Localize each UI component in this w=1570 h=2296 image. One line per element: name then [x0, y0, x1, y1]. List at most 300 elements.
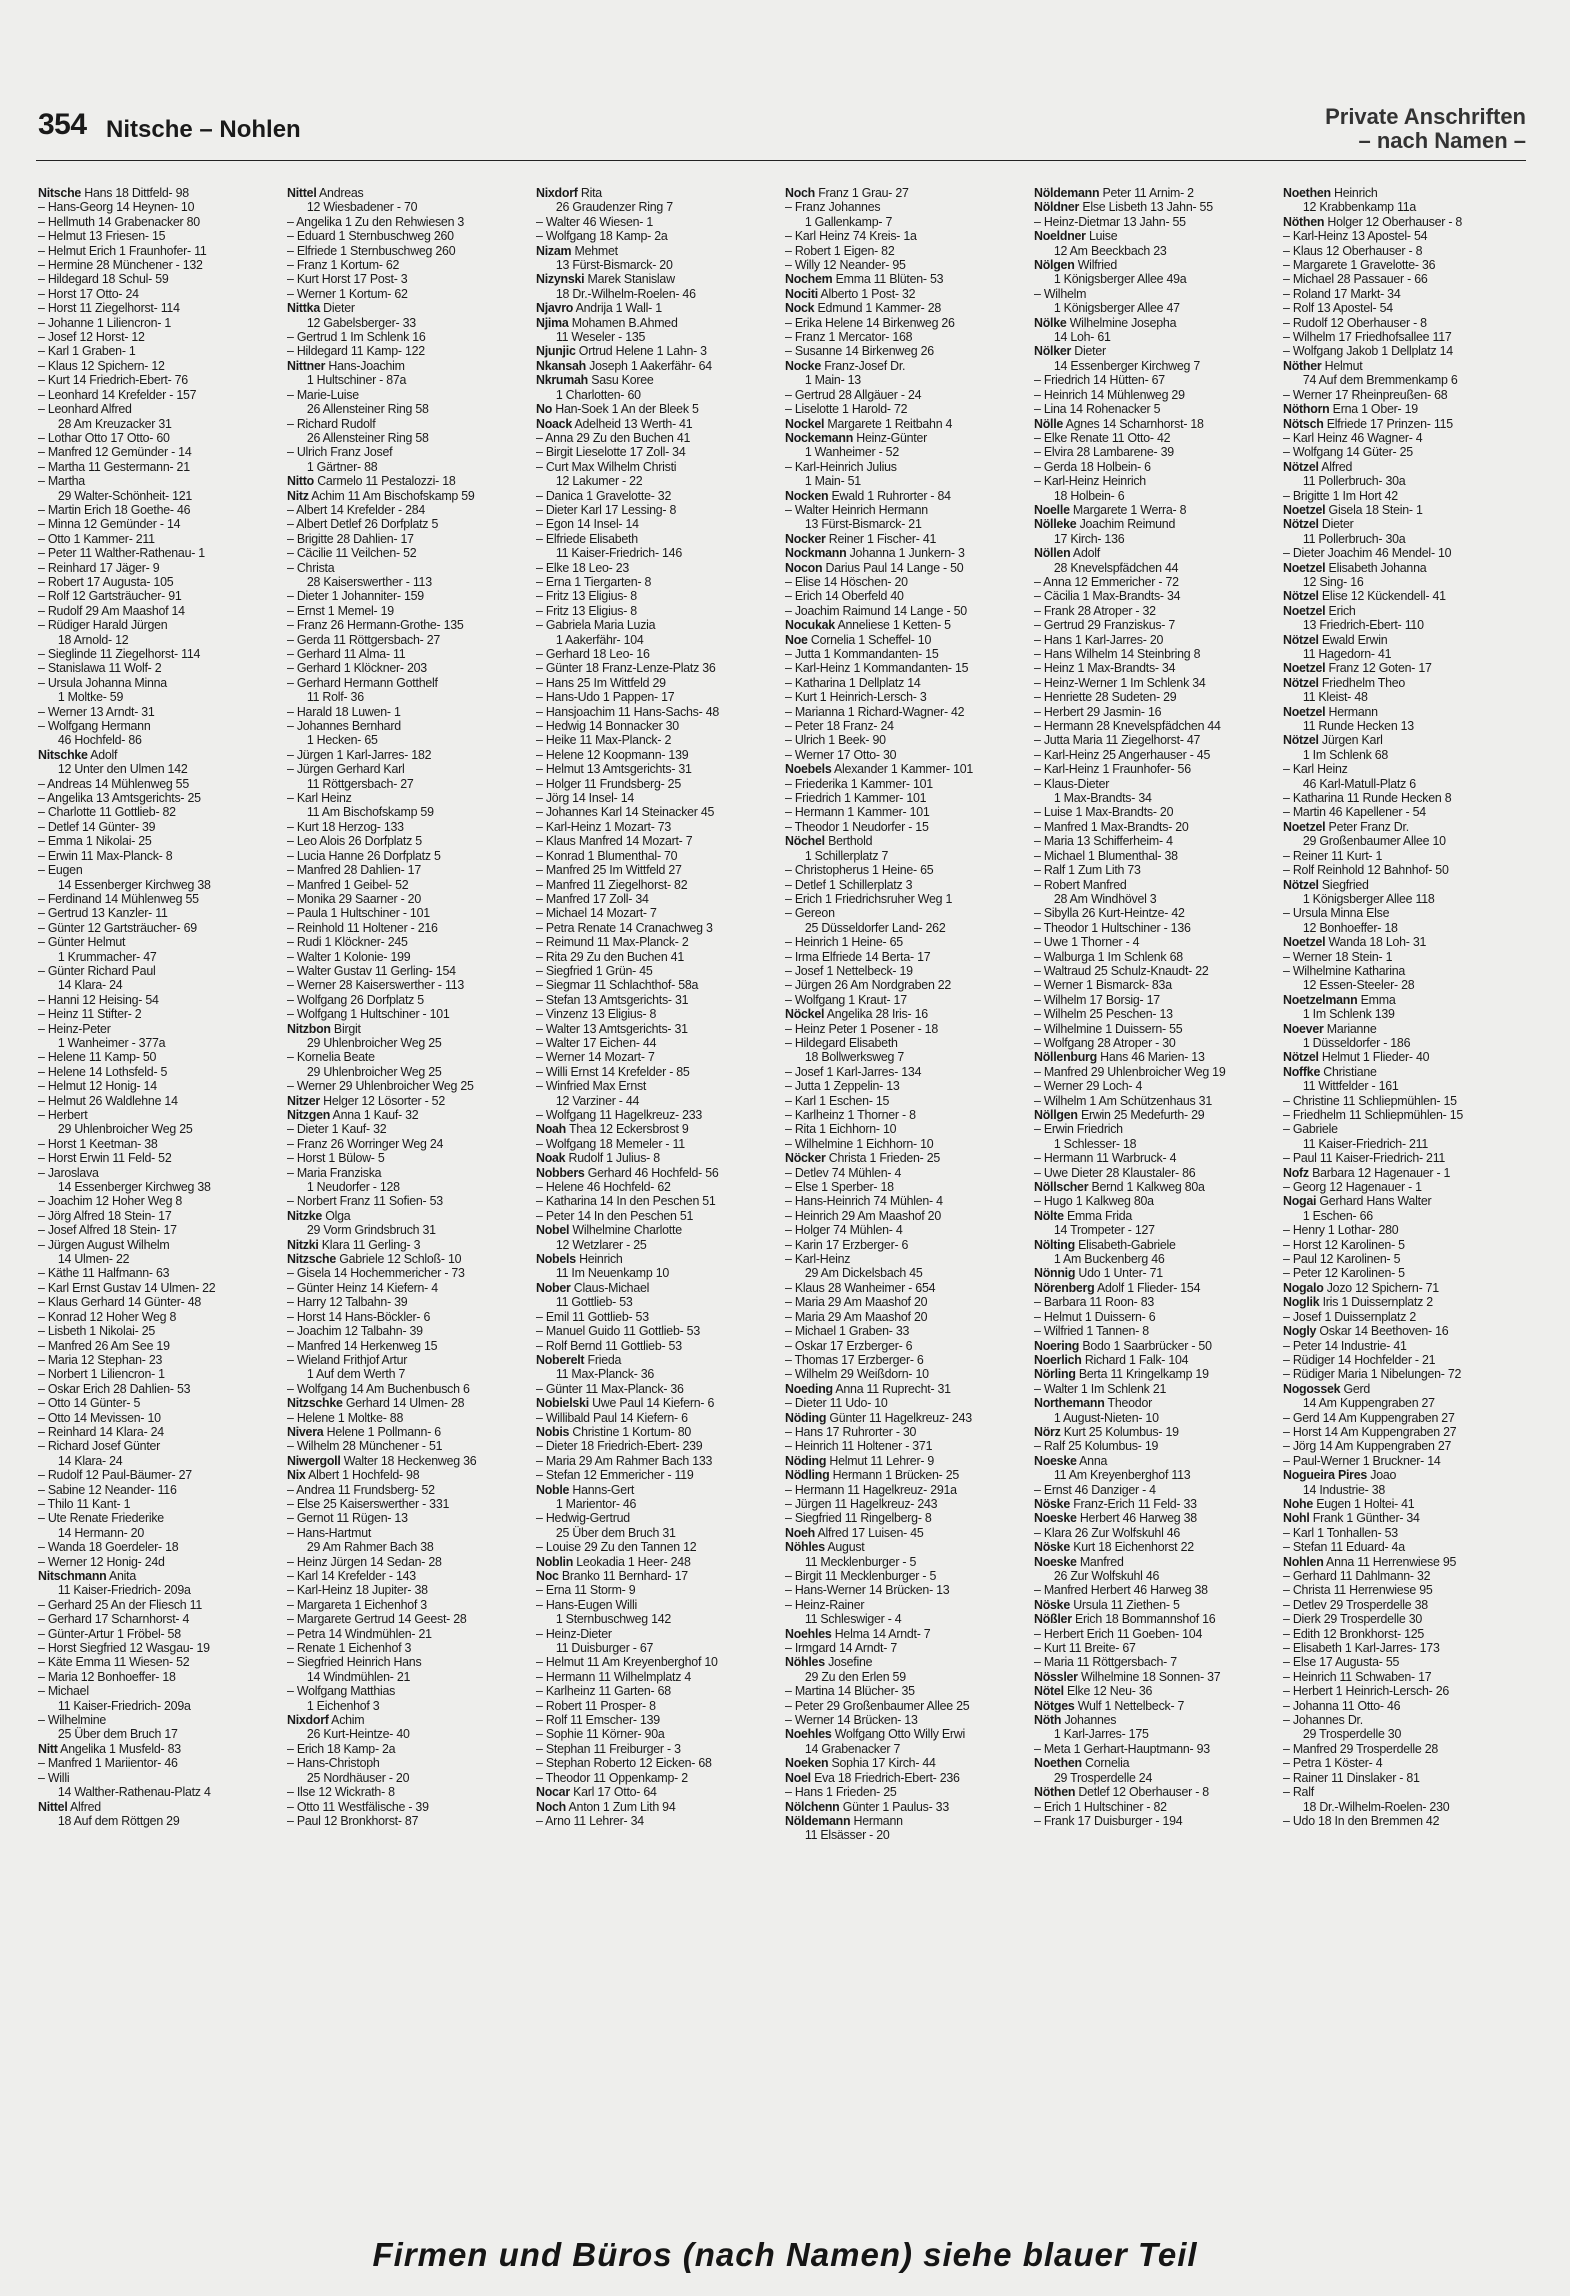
entry-text: Wilhelmine Josepha [1066, 315, 1177, 330]
directory-entry [536, 1598, 778, 1612]
surname: Nocukak [785, 618, 835, 633]
directory-entry-surname [785, 272, 1027, 286]
directory-entry [536, 474, 778, 488]
directory-entry [38, 1137, 280, 1151]
entry-text: – Robert 17 Augusta- 105 [38, 574, 174, 589]
entry-text: – Petra 1 Köster- 4 [1283, 1756, 1383, 1771]
directory-entry-surname [1283, 733, 1525, 747]
directory-entry [287, 532, 529, 546]
surname: Nocker [785, 531, 826, 546]
entry-text: – Hans-Christoph [287, 1756, 380, 1771]
entry-text: – Gabriele [1283, 1122, 1338, 1137]
entry-text: Oskar 14 Beethoven- 16 [1316, 1324, 1449, 1339]
surname: Noack [536, 416, 572, 431]
directory-entry [785, 690, 1027, 704]
directory-entry [38, 1612, 280, 1626]
surname: Nötzel [1283, 632, 1319, 647]
entry-text: – Klaus Gerhard 14 Günter- 48 [38, 1295, 202, 1310]
entry-text: – Günter 11 Max-Planck- 36 [536, 1381, 684, 1396]
directory-entry [287, 1281, 529, 1295]
directory-entry [785, 647, 1027, 661]
entry-text: – Karl-Heinz [785, 1252, 851, 1267]
entry-text: August [824, 1540, 865, 1555]
surname: Nöthen [1034, 1785, 1076, 1800]
entry-text: – Katharina 14 In den Peschen 51 [536, 1194, 716, 1209]
entry-text: – Karl Ernst Gustav 14 Ulmen- 22 [38, 1280, 216, 1295]
directory-entry [287, 1411, 529, 1425]
listing-column-1 [38, 186, 280, 2226]
entry-text: – Karlheinz 11 Garten- 68 [536, 1684, 671, 1699]
entry-text: – Sibylla 26 Kurt-Heintze- 42 [1034, 906, 1185, 921]
directory-entry [38, 1641, 280, 1655]
directory-entry [38, 258, 280, 272]
surname: Nivera [287, 1424, 324, 1439]
directory-entry [536, 863, 778, 877]
directory-entry-surname [1034, 1353, 1276, 1367]
entry-text: Peter Franz Dr. [1325, 819, 1409, 834]
entry-text: 25 Über dem Bruch 31 [555, 1525, 676, 1540]
entry-text: – Christa 11 Herrenwiese 95 [1283, 1583, 1433, 1598]
surname: Noetzel [1283, 935, 1326, 950]
entry-text: – Kurt Horst 17 Post- 3 [287, 272, 408, 287]
directory-entry [536, 1670, 778, 1684]
entry-text: – Eduard 1 Sternbuschweg 260 [287, 229, 454, 244]
directory-entry [1283, 330, 1525, 344]
entry-text: Johanna 1 Junkern- 3 [846, 546, 965, 561]
entry-text: Wanda 18 Loh- 31 [1325, 935, 1427, 950]
directory-entry [536, 1036, 778, 1050]
entry-text: Richard 1 Falk- 104 [1081, 1352, 1189, 1367]
directory-entry-surname [1283, 402, 1525, 416]
entry-text: – Jürgen August Wilhelm [38, 1237, 170, 1252]
directory-entry [785, 719, 1027, 733]
surname: Nötzel [1283, 877, 1319, 892]
surname: Nitzke [287, 1208, 323, 1223]
directory-entry [1034, 633, 1276, 647]
listing-columns [38, 186, 1534, 2226]
surname: Nitz [287, 488, 309, 503]
directory-entry [1283, 1180, 1525, 1194]
entry-text: 13 Fürst-Bismarck- 21 [804, 517, 922, 532]
surname: Noetzel [1283, 560, 1326, 575]
surname: Noeske [1034, 1511, 1077, 1526]
directory-entry [1034, 532, 1276, 546]
directory-entry [785, 935, 1027, 949]
entry-text: Wilhelmine 18 Sonnen- 37 [1077, 1669, 1221, 1684]
entry-text: Walter 18 Heckenweg 36 [340, 1453, 477, 1468]
entry-text: – Reinhard 17 Jäger- 9 [38, 560, 160, 575]
surname: Nölgen [1034, 258, 1075, 273]
surname: Nitzer [287, 1093, 320, 1108]
directory-entry [38, 1166, 280, 1180]
directory-entry [785, 1050, 1027, 1064]
entry-text: – Robert Manfred [1034, 877, 1127, 892]
directory-entry [287, 921, 529, 935]
entry-text: – Horst 14 Am Kuppengraben 27 [1283, 1424, 1457, 1439]
directory-entry [785, 1266, 1027, 1280]
directory-entry-surname [1034, 503, 1276, 517]
directory-entry [38, 935, 280, 949]
directory-entry [785, 921, 1027, 935]
directory-entry-surname [1034, 1281, 1276, 1295]
entry-text: 29 Walter-Schönheit- 121 [57, 488, 193, 503]
directory-entry-surname [287, 359, 529, 373]
directory-entry [785, 215, 1027, 229]
directory-entry-surname [1034, 1367, 1276, 1381]
directory-entry-surname [785, 1382, 1027, 1396]
entry-text: – Dieter Karl 17 Lessing- 8 [536, 502, 677, 517]
directory-entry [785, 1238, 1027, 1252]
entry-text: – Uwe 1 Thorner - 4 [1034, 935, 1140, 950]
directory-entry [287, 1756, 529, 1770]
entry-text: 14 Walther-Rathenau-Platz 4 [57, 1785, 211, 1800]
page-header [36, 96, 1526, 158]
directory-entry [1283, 1684, 1525, 1698]
directory-entry [287, 1122, 529, 1136]
entry-text: – Wilfried 1 Tannen- 8 [1034, 1324, 1149, 1339]
directory-entry [287, 1742, 529, 1756]
entry-text: – Gertrud 29 Franziskus- 7 [1034, 618, 1176, 633]
entry-text: – Peter 11 Walther-Rathenau- 1 [38, 546, 205, 561]
directory-entry [1283, 1151, 1525, 1165]
directory-entry-surname [536, 244, 778, 258]
directory-entry [38, 1583, 280, 1597]
entry-text: – Hans-Georg 14 Heynen- 10 [38, 200, 195, 215]
entry-text: Margarete 1 Reitbahn 4 [824, 416, 953, 431]
entry-text: Josefine [824, 1655, 873, 1670]
entry-text: – Ursula Minna Else [1283, 906, 1390, 921]
directory-entry [536, 561, 778, 575]
entry-text: – Wolfgang 26 Dorfplatz 5 [287, 992, 424, 1007]
directory-entry-surname [1283, 878, 1525, 892]
directory-entry [287, 1771, 529, 1785]
entry-text: Kurt 18 Eichenhorst 22 [1069, 1540, 1194, 1555]
entry-text: – Richard Josef Günter [38, 1439, 161, 1454]
directory-entry [1283, 229, 1525, 243]
entry-text: – Helene 14 Lothsfeld- 5 [38, 1064, 168, 1079]
entry-text: – Gertrud 28 Allgäuer - 24 [785, 387, 922, 402]
directory-entry [1034, 1036, 1276, 1050]
entry-text: 11 Pollerbruch- 30a [1302, 531, 1406, 546]
directory-entry [287, 1699, 529, 1713]
entry-text: – Paul-Werner 1 Bruckner- 14 [1283, 1453, 1441, 1468]
directory-entry [287, 1367, 529, 1381]
entry-text: – Gertrud 1 Im Schlenk 16 [287, 330, 426, 345]
entry-text: Peter 11 Arnim- 2 [1099, 186, 1194, 200]
entry-text: – Liselotte 1 Harold- 72 [785, 402, 908, 417]
directory-entry [536, 762, 778, 776]
entry-text: Frieda [584, 1352, 622, 1367]
directory-entry-surname [536, 402, 778, 416]
entry-text: 25 Nordhäuser - 20 [306, 1770, 410, 1785]
entry-text: Helmut [1321, 358, 1363, 373]
entry-text: Gabriele 12 Schloß- 10 [336, 1252, 462, 1267]
entry-text: 26 Kurt-Heintze- 40 [306, 1727, 410, 1742]
directory-entry-surname [536, 1252, 778, 1266]
entry-text: Heinrich [575, 1252, 623, 1267]
directory-entry [38, 417, 280, 431]
entry-text: – Arno 11 Lehrer- 34 [536, 1813, 644, 1828]
entry-text: – Cäcilie 11 Veilchen- 52 [287, 546, 417, 561]
entry-text: 28 Am Windhövel 3 [1053, 891, 1157, 906]
directory-entry [1034, 964, 1276, 978]
entry-text: – Jaroslava [38, 1165, 99, 1180]
entry-text: – Jutta 1 Zeppelin- 13 [785, 1079, 900, 1094]
directory-entry-surname [1283, 517, 1525, 531]
entry-text: – Maria 12 Stephan- 23 [38, 1352, 163, 1367]
directory-entry-surname [1283, 1382, 1525, 1396]
directory-entry [1034, 301, 1276, 315]
directory-entry [536, 1050, 778, 1064]
entry-text: – Michael [38, 1684, 89, 1699]
directory-entry [1283, 1742, 1525, 1756]
directory-entry [287, 1324, 529, 1338]
entry-text: – Eugen [38, 863, 83, 878]
directory-entry [38, 1454, 280, 1468]
directory-entry [1283, 1655, 1525, 1669]
entry-text: – Heinz Jürgen 14 Sedan- 28 [287, 1554, 442, 1569]
directory-entry [536, 1007, 778, 1021]
entry-text: Margarete 1 Werra- 8 [1069, 502, 1187, 517]
directory-entry [1283, 834, 1525, 848]
entry-text: – Renate 1 Eichenhof 3 [287, 1641, 412, 1656]
directory-entry [38, 1151, 280, 1165]
entry-text: – Klaus 28 Wanheimer - 654 [785, 1280, 936, 1295]
entry-text: – Walburga 1 Im Schlenk 68 [1034, 949, 1183, 964]
directory-entry [536, 964, 778, 978]
entry-text: Emma 11 Blüten- 53 [832, 272, 944, 287]
directory-entry-surname [785, 287, 1027, 301]
directory-entry [785, 1137, 1027, 1151]
entry-text: 13 Friedrich-Ebert- 110 [1302, 618, 1424, 633]
directory-entry [287, 445, 529, 459]
surname: Nölle [1034, 416, 1064, 431]
directory-entry [536, 258, 778, 272]
directory-entry [287, 1598, 529, 1612]
entry-text: 12 Varziner - 44 [555, 1093, 640, 1108]
directory-entry-surname [287, 1396, 529, 1410]
directory-entry [38, 1468, 280, 1482]
directory-entry [38, 301, 280, 315]
entry-text: 17 Kirch- 136 [1053, 531, 1125, 546]
directory-entry [287, 906, 529, 920]
entry-text: – Klaus Manfred 14 Mozart- 7 [536, 834, 693, 849]
entry-text: 14 Ulmen- 22 [57, 1252, 130, 1267]
entry-text: Adolf [87, 747, 118, 762]
entry-text: Anna 11 Herrenwiese 95 [1323, 1554, 1457, 1569]
entry-text: Elfriede 17 Prinzen- 115 [1323, 416, 1453, 431]
entry-text: – Martha [38, 474, 85, 489]
surname: Nötzel [1283, 733, 1319, 748]
entry-text: – Konrad 1 Blumenthal- 70 [536, 848, 678, 863]
surname: Nitsche [38, 186, 82, 200]
entry-text: – Karl Heinz 74 Kreis- 1a [785, 229, 917, 244]
directory-entry-surname [1034, 517, 1276, 531]
entry-text: 12 Essen-Steeler- 28 [1302, 978, 1415, 993]
directory-entry [785, 1166, 1027, 1180]
directory-entry [38, 517, 280, 531]
entry-text: – Werner 14 Mozart- 7 [536, 1050, 655, 1065]
directory-entry [287, 1785, 529, 1799]
entry-text: – Werner 18 Stein- 1 [1283, 949, 1393, 964]
directory-entry [536, 589, 778, 603]
directory-entry [38, 1353, 280, 1367]
directory-entry [38, 1108, 280, 1122]
entry-text: – Vinzenz 13 Eligius- 8 [536, 1007, 657, 1022]
entry-text: Anna 1 Kauf- 32 [330, 1108, 419, 1122]
entry-text: – Holger 11 Frundsberg- 25 [536, 776, 681, 791]
directory-entry-surname [536, 1396, 778, 1410]
directory-entry [287, 1641, 529, 1655]
surname: Nitzsche [287, 1252, 337, 1267]
entry-text: – Henriette 28 Sudeten- 29 [1034, 690, 1177, 705]
entry-text: – Erika Helene 14 Birkenweg 26 [785, 315, 955, 330]
directory-entry [536, 1540, 778, 1554]
directory-entry [1034, 1166, 1276, 1180]
directory-entry-surname [287, 301, 529, 315]
entry-text: Ewald 1 Ruhrorter - 84 [828, 488, 951, 503]
directory-entry [536, 1583, 778, 1597]
directory-entry-surname [1283, 1511, 1525, 1525]
surname: Njavro [536, 301, 574, 316]
entry-text: – Werner 1 Bismarck- 83a [1034, 978, 1172, 993]
entry-text: – Gisela 14 Hochemmericher - 73 [287, 1266, 465, 1281]
surname: Nöllscher [1034, 1180, 1089, 1195]
directory-entry [536, 388, 778, 402]
surname: Noble [536, 1482, 570, 1497]
entry-text: 29 Uhlenbroicher Weg 25 [57, 1122, 193, 1137]
entry-text: – Johannes Karl 14 Steinacker 45 [536, 805, 715, 820]
entry-text: – Maria 29 Am Rahmer Bach 133 [536, 1453, 713, 1468]
entry-text: Christa 1 Frieden- 25 [825, 1151, 941, 1166]
directory-entry [38, 1396, 280, 1410]
directory-entry [1034, 215, 1276, 229]
directory-entry [785, 388, 1027, 402]
entry-text: Luise [1085, 229, 1118, 244]
directory-entry [785, 777, 1027, 791]
directory-entry-surname [287, 1022, 529, 1036]
entry-text: – Walter 46 Wiesen- 1 [536, 214, 654, 229]
directory-entry [38, 719, 280, 733]
entry-text: – Erich 18 Kamp- 2a [287, 1741, 396, 1756]
entry-text: – Günter Heinz 14 Kiefern- 4 [287, 1280, 438, 1295]
directory-entry-surname [785, 1627, 1027, 1641]
directory-entry [785, 460, 1027, 474]
entry-text: – Stephan 11 Freiburger - 3 [536, 1741, 681, 1756]
surname: Nizam [536, 243, 572, 258]
directory-entry [1034, 1065, 1276, 1079]
entry-text: 18 Holbein- 6 [1053, 488, 1125, 503]
directory-entry [536, 791, 778, 805]
entry-text: – Gabriela Maria Luzia [536, 618, 656, 633]
entry-text: 11 Schleswiger - 4 [804, 1612, 902, 1627]
directory-entry [287, 561, 529, 575]
entry-text: 1 Main- 13 [804, 373, 861, 388]
entry-text: – Hedwig-Gertrud [536, 1511, 630, 1526]
directory-entry [785, 1612, 1027, 1626]
entry-text: – Käte Emma 11 Wiesen- 52 [38, 1655, 190, 1670]
entry-text: – Brigitte 1 Im Hort 42 [1283, 488, 1398, 503]
entry-text: 29 Am Rahmer Bach 38 [306, 1540, 434, 1555]
entry-text: Herbert 46 Harweg 38 [1076, 1511, 1197, 1526]
surname: Noberelt [536, 1352, 585, 1367]
entry-text: – Angelika 13 Amtsgerichts- 25 [38, 791, 201, 806]
entry-text: – Margareta 1 Eichenhof 3 [287, 1597, 427, 1612]
directory-entry [536, 993, 778, 1007]
entry-text: Gerhard 46 Hochfeld- 56 [584, 1165, 719, 1180]
entry-text: 11 Am Bischofskamp 59 [306, 805, 434, 820]
directory-entry-surname [785, 1526, 1027, 1540]
entry-text: – Helene 1 Moltke- 88 [287, 1410, 404, 1425]
entry-text: 14 Trompeter - 127 [1053, 1223, 1155, 1238]
entry-text: – Heinz Peter 1 Posener - 18 [785, 1021, 938, 1036]
directory-entry [1034, 1137, 1276, 1151]
entry-text: – Helmut 13 Friesen- 15 [38, 229, 166, 244]
entry-text: 26 Graudenzer Ring 7 [555, 200, 673, 215]
directory-entry [287, 1569, 529, 1583]
entry-text: – Wolfgang Jakob 1 Dellplatz 14 [1283, 344, 1453, 359]
directory-entry-surname [785, 1655, 1027, 1669]
entry-text: 1 Moltke- 59 [57, 690, 124, 705]
directory-entry [287, 1800, 529, 1814]
entry-text: – Walter 17 Eichen- 44 [536, 1035, 657, 1050]
directory-entry-surname [536, 301, 778, 315]
entry-text: – Rolf 12 Gartsträucher- 91 [38, 589, 182, 604]
directory-entry [1283, 431, 1525, 445]
surname: Nogai [1283, 1194, 1317, 1209]
entry-text: – Wieland Frithjof Artur [287, 1352, 408, 1367]
directory-entry [1034, 849, 1276, 863]
surname: Nkrumah [536, 373, 589, 388]
entry-text: – Sophie 11 Körner- 90a [536, 1727, 665, 1742]
entry-text: – Günter Richard Paul [38, 963, 156, 978]
directory-entry [785, 1122, 1027, 1136]
entry-text: – Rudolf 12 Oberhauser - 8 [1283, 315, 1427, 330]
directory-entry [536, 849, 778, 863]
entry-text: Gerd [1340, 1381, 1371, 1396]
entry-text: – Wolfgang Matthias [287, 1684, 396, 1699]
entry-text: 1 Hultschiner - 87a [306, 373, 407, 388]
directory-entry [1034, 1526, 1276, 1540]
entry-text: Bernd 1 Kalkweg 80a [1088, 1180, 1205, 1195]
directory-entry [1034, 661, 1276, 675]
directory-entry [1283, 805, 1525, 819]
directory-entry [38, 964, 280, 978]
directory-entry-surname [536, 1425, 778, 1439]
directory-entry [1034, 1727, 1276, 1741]
entry-text: – Barbara 11 Roon- 83 [1034, 1295, 1155, 1310]
surname: Nocke [785, 358, 821, 373]
entry-text: – Siegfried Heinrich Hans [287, 1655, 422, 1670]
entry-text: – Walter 1 Im Schlenk 21 [1034, 1381, 1167, 1396]
entry-text: – Kurt 1 Heinrich-Lersch- 3 [785, 690, 927, 705]
surname: Nobis [536, 1424, 570, 1439]
directory-entry [536, 575, 778, 589]
surname: Nitt [38, 1741, 58, 1756]
directory-entry [1283, 1036, 1525, 1050]
entry-text: – Heike 11 Max-Planck- 2 [536, 733, 672, 748]
entry-text: Reiner 1 Fischer- 41 [825, 531, 937, 546]
directory-entry [38, 1814, 280, 1828]
directory-entry-surname [785, 1727, 1027, 1741]
entry-text: – Gerhard Hermann Gotthelf [287, 675, 438, 690]
directory-entry [287, 1382, 529, 1396]
surname: Nöldemann [785, 1813, 851, 1828]
directory-entry [38, 921, 280, 935]
entry-text: 25 Düsseldorfer Land- 262 [804, 920, 946, 935]
entry-text: – Manfred 17 Zoll- 34 [536, 891, 649, 906]
entry-text: Christine 1 Kortum- 80 [569, 1424, 692, 1439]
